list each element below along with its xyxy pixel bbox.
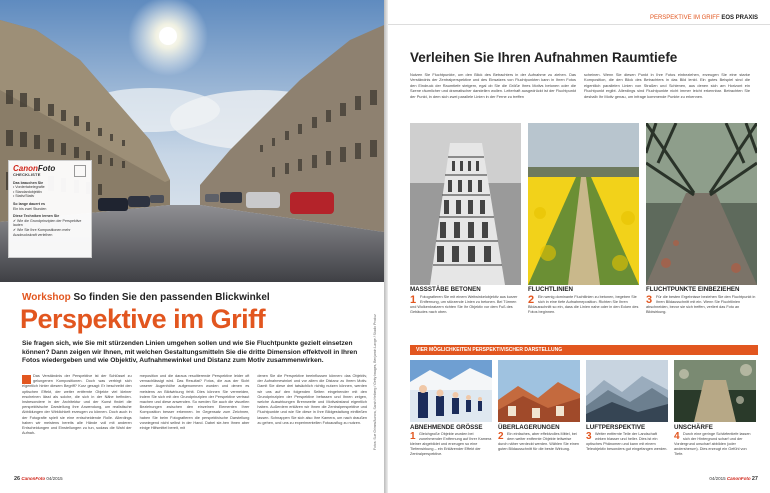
caption-3: [646, 287, 757, 315]
technique-captions: [410, 425, 758, 457]
checklist-item: • Vordertabelegrafie: [13, 185, 45, 190]
checklist-item: ✔ Wie Sie Ihre Kompositionen mehr Ausdruckskraft verleihen: [13, 227, 71, 237]
checklist-item: • Standardobjektiv: [13, 189, 43, 194]
caption-title: MASSSTÄBE BETONEN: [410, 286, 481, 293]
section-banner: VIER MÖGLICHKEITEN PERSPEKTIVISCHER DARSTELLUNG: [410, 345, 758, 355]
header-brand: EOS PRAXIS: [721, 15, 758, 21]
technique-number: 2: [498, 431, 504, 442]
thumb-people-snow: [410, 360, 492, 422]
photo-bridge-trusses: [646, 123, 757, 285]
technique-caption-3: [586, 425, 668, 457]
workshop-text: So finden Sie den passenden Blickwinkel: [73, 292, 270, 303]
technique-text: Weiter entfernte Teile der Landschaft wirken blasser und heller. Dies ist ein optisches Phänomen und kann mit einem Teleobjektiv besonders gut eingefangen werden.: [586, 432, 668, 451]
caption-number: 1: [410, 294, 417, 306]
caption-number: 3: [646, 294, 653, 306]
caption-title: FLUCHTPUNKTE EINBEZIEHEN: [646, 286, 740, 293]
technique-number: 4: [674, 431, 680, 442]
photo-rapeseed-field: [528, 123, 639, 285]
footer-left: [14, 476, 63, 482]
checkbox-icon: [74, 165, 86, 177]
checklist-heading-needs: Das brauchen Sie: [13, 180, 44, 185]
page-number: 27: [751, 476, 758, 482]
technique-caption-2: [498, 425, 580, 457]
technique-number: 1: [410, 431, 416, 442]
article-body: [22, 374, 367, 436]
footer-brand: CanonFoto: [726, 476, 751, 481]
footer-issue: 04/2015: [709, 476, 726, 481]
technique-text: Ein einfaches, aber effektvolles Mittel, bei dem weiter entfernte Objekte teilweise durch näher verdeckt werden. Wählen Sie einen guten Bildausschnitt für die beste Wirkung.: [498, 432, 580, 451]
checklist-box: [8, 160, 92, 258]
thumb-bokeh: [674, 360, 756, 422]
caption-number: 2: [528, 294, 535, 306]
header-rule: [388, 24, 770, 25]
checklist-item: Ein bis zwei Stunden: [13, 206, 47, 211]
technique-title: UNSCHÄRFE: [674, 424, 713, 431]
footer-right: [709, 476, 758, 482]
body-column-2: meposition und die daraus resultierende Perspektive leider oft vernachlässigt wird. Das Resultat? Fotos, die aus der Sicht unserer Augenhöhe aufgenommen wurden und denen es meistens an Bildwirkung fehlt. Dies können Sie vermeiden, indem Sie sich mit den Grundprinzipien der Perspektive vertraut machen und diese anwenden. So werden Sie auch die visuellen Beziehungen zwischen den einzelnen Elementen Ihrer Komposition besser erkennen. Im Gegensatz zum Zeichnen, haben Sie beim Fotografieren die perspektivische Darstellung vorwiegend nicht selbst in der Hand. Dabei sie-hen Ihnen aber einige Hilfsmittel bereit, mit: [139, 374, 250, 431]
example-captions: [410, 287, 758, 315]
technique-caption-1: [410, 425, 492, 457]
workshop-kicker: [22, 292, 270, 303]
technique-text: Gleichgroße Objekte wurden bei zunehmender Entfernung auf Ihrer Kamera kleiner abgebildet und erzeugen so eine Tiefenwirkung – ein Erklärender Effekt der Zentralperspektive.: [410, 432, 492, 456]
example-photos: [410, 123, 758, 285]
checklist-caption: CHECKLISTE: [13, 172, 41, 177]
technique-caption-4: [674, 425, 756, 457]
footer-brand: CanonFoto: [21, 476, 46, 481]
thumb-mountains: [586, 360, 668, 422]
body-column-3: denen Sie die Perspektive beeinflussen können: das Objektiv, der Aufnahmewinkel und vor allem die Distanz zu Ihrem Motiv. Damit Sie diese drei tatsächlich richtig nutzen können, werden wir uns auf den folgenden Seiten eingehender mit den Grundprinzipien der Perspektive befassen und Ihnen zeigen, welche Auswirkungen Brennweite und Motivabstand eigentlich haben. Außerdem erklären wir Ihnen die Zentralperspektive und Fluchtpunkte und wie Sie diese in Ihre Bildgestaltung einfließen lassen. Schnappen Sie sich also Ihre Kamera, um nach draußen zu gehen, und uns zu experimentellen Fotoausflug zu nutzen.: [257, 374, 368, 425]
body-column-1: Das Verständnis der Perspektive ist der Schlüssel zu gelungenen Kompositionen. Doch was verbirgt sich eigentlich hinter diesem Begriff? Kurz gesagt: Er beschreibt den optischen Effekt, der weiter entfernte Objekte viel kleiner erscheinen lässt als solche, die sich in der Nähe befinden. Insbesondere in der Architektur und der Kunst findet die perspektivische Darstellung ihre Anwendung, um realistische Abbildungen der Wirklichkeit erzeugen zu können. Doch auch in der Fotografie spielt sie eine entscheidende Rolle. Allerdings haben wir meistens bereits alle Hände voll mit anderen Entscheidungen und Einstellungen zu tun, sodass die Wahl der Aufnah-: [22, 374, 132, 436]
checklist-heading-duration: So lange dauert es: [13, 201, 45, 206]
article-lead: Sie fragen sich, wie Sie mit stürzenden Linien umgehen sollen und wie Sie Fluchtpunkte gezielt einsetzen können? Dann zeigen wir Ihnen, mit welchen Gestaltungsmitteln Sie die dritte Dimension effektvoll in Ihren Fotos wiedergeben und wie Objektiv, Aufnahmewinkel und Distanz zum Motiv zusammenwirken.: [22, 340, 358, 365]
technique-text: Durch eine geringe Schärfentiefe lassen sich der Hintergrund scharf und der Vordergrund unscharf abbilden (oder andersherum). Dies erzeugt ein Gefühl von Tiefe.: [674, 432, 751, 456]
caption-text: Ein wenig dominante Fluchtlinien zu betonen, begeben Sie sich in eine tiefe Aufnahmeposition. Richten Sie Ihren Bildausschnitt so ein, dass die Linien nahe oder in den Ecken des Fotos beginnen.: [528, 295, 639, 314]
section-title: Verleihen Sie Ihren Aufnahmen Raumtiefe: [410, 50, 678, 65]
intro-column-2: scheinen. Wenn Sie diesen Punkt in Ihre Fotos einbeziehen, erzeugen Sie eine starke Komposition, die den Blick des Betrachters in das Bild lenkt. Ein gutes Beispiel sind die eigentlich parallelen Linien von Straßen und Schienen, aus denen sich am Horizont ein Fluchtpunkt ergibt. Allerdings sind Fluchtpunkte nicht immer leicht erkennbar. Betrachten Sie deshalb Ihr Motiv genau, um infrage kommende Punkte zu erkennen.: [584, 72, 750, 99]
page-number: 26: [14, 476, 21, 482]
caption-2: [528, 287, 639, 315]
caption-text: Für die besten Ergebnisse beziehen Sie den Fluchtpunkt in Ihren Bildausschnitt mit ein. Wenn Sie Fluchtlinien abschneiden, bevor sie sich treffen, verliert das Foto an Bildwirkung.: [646, 295, 756, 314]
left-page: [0, 0, 384, 493]
photo-leaning-tower: [410, 123, 521, 285]
running-header: [650, 15, 758, 21]
header-section: PERSPEKTIVE IM GRIFF: [649, 15, 720, 21]
photo-credit: Fotos: Sue Grimm/Aurora, Sarah Helberg / Getty Images, Benjamin Lange / Studio Produz: [373, 314, 377, 450]
canonfoto-logo: CanonFoto: [13, 164, 56, 173]
technique-title: ABNEHMENDE GRÖSSE: [410, 424, 483, 431]
checklist-item: • Stativ/Stativ: [13, 194, 35, 199]
technique-title: LUFTPERSPEKTIVE: [586, 424, 646, 431]
technique-thumbnails: [410, 360, 758, 422]
caption-text: Fotografieren Sie mit einem Weitwinkelobjektiv aus kurzer Entfernung, um stürzende Linien zu betonen. Bei Türmen und Wolkenkratzern richten Sie Ihr Objektiv vor dem Fuß des Gebäudes nach oben.: [410, 295, 518, 314]
workshop-label: Workshop: [22, 292, 71, 303]
caption-1: [410, 287, 521, 315]
article-title: Perspektive im Griff: [20, 304, 266, 334]
section-intro: [410, 72, 750, 99]
checklist-item: ✔ Wie die Grundprinzipien der Perspektive lauten: [13, 218, 82, 228]
thumb-rooftops: [498, 360, 580, 422]
intro-column-1: Nutzen Sie Fluchtpunkte, um den Blick des Betrachters in der Aufnahme zu ziehen. Das Verständnis der Zentralperspektive und des Einsatzes von Fluchtpunkten kann in Ihren Fotos den Eindruck der Raumtiefe steigern, egal ob Sie die Größe Ihres Motivs betonen oder die Szene räumlicher und dramatischer darstellen wollen. Leiterhaft ausgedrückt ist der Fluchtpunkt der Punkt, in dem sich zwei parallele Linien in der Ferne zu treffen: [410, 72, 576, 99]
checklist-heading-techniques: Diese Techniken lernen Sie: [13, 214, 60, 219]
technique-number: 3: [586, 431, 592, 442]
caption-title: FLUCHTLINIEN: [528, 286, 574, 293]
footer-issue: 04/2015: [46, 476, 63, 481]
drop-cap-marker: [22, 375, 31, 384]
right-page: [388, 0, 770, 493]
technique-title: ÜBERLAGERUNGEN: [498, 424, 560, 431]
